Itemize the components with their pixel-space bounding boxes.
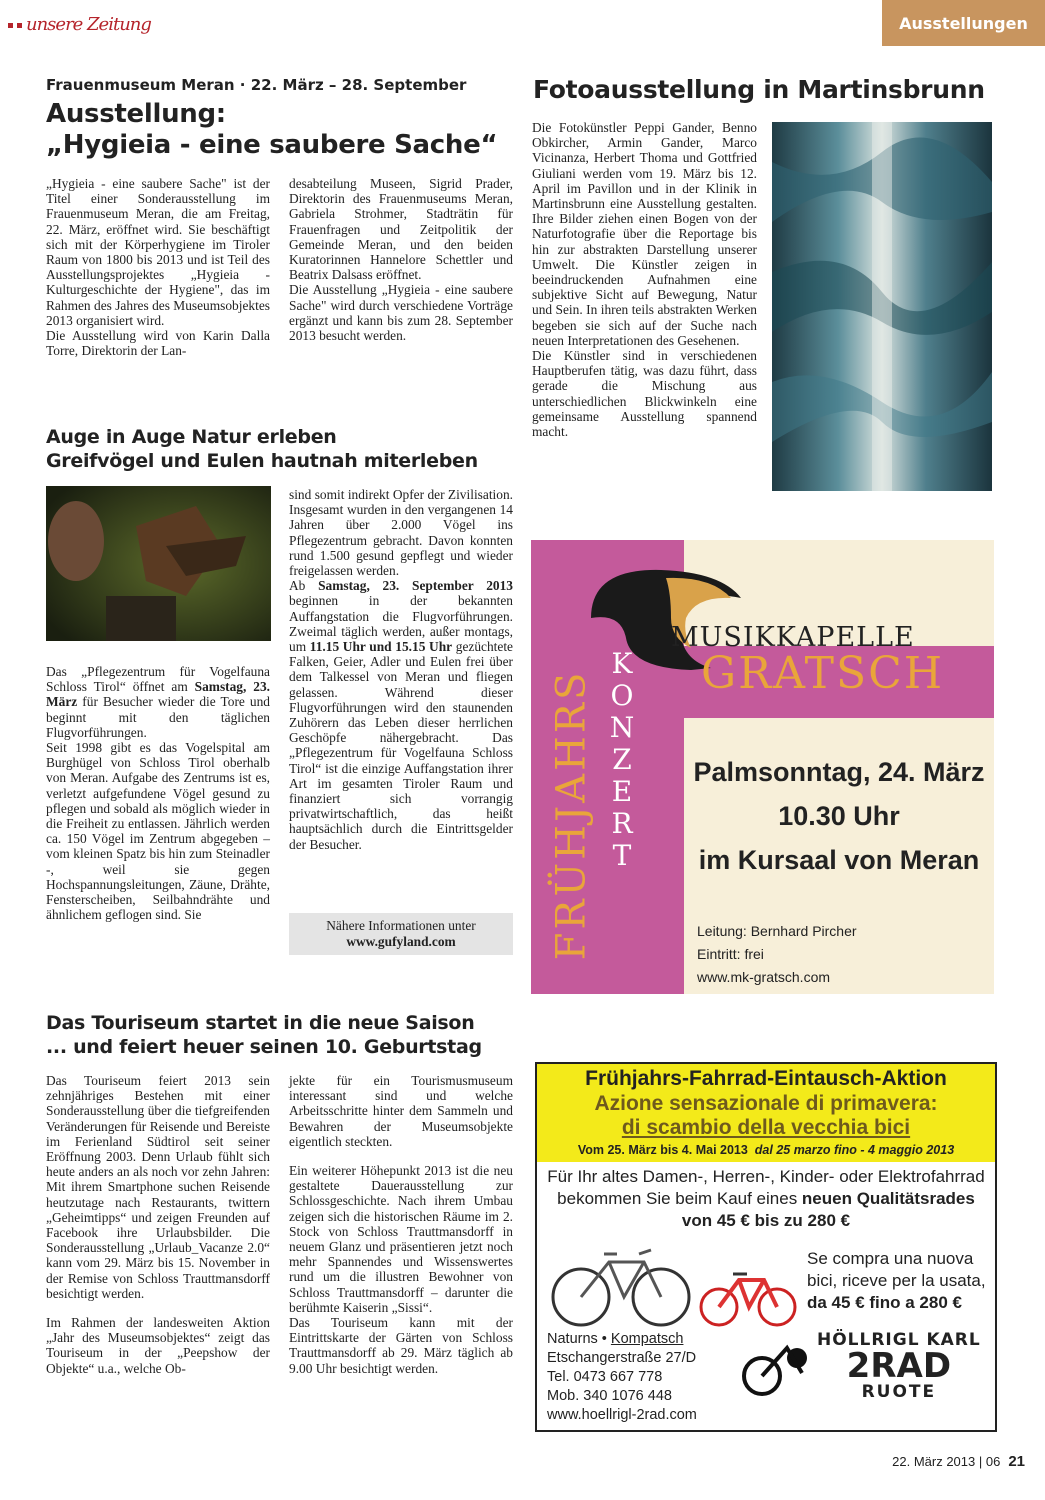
konzert-letter: R (611, 807, 633, 840)
konzert-letters (605, 648, 639, 872)
paragraph: Die Künstler sind in verschiedenen Hauptberufen tätig, was dazu führt, dass gerade die Mischung aus unterschiedlichen Blickwinkeln eine gemeinsame Ausstellung spannend macht. (532, 348, 757, 440)
article1-title (46, 99, 516, 161)
paragraph: Ein weiterer Höhepunkt 2013 ist die neu gestaltete Dauerausstellung zur Schlossgeschichte. Nach ihrem Umbau zeigen sich die historischen Räume im 2. Stock von Schloss Trauttmansdorff in neuem Glanz und präsentieren jetzt noch mehr Spannendes und Wissenswertes rund um die illustren Bewohner von Schloss Trauttmansdorff – darunter die berühmte Kaiserin „Sissi“. (289, 1163, 513, 1315)
article4-col1 (46, 1073, 270, 1376)
cyclist-icon (742, 1328, 814, 1398)
concert-details (697, 920, 857, 989)
concert-date: Palmsonntag, 24. März (693, 757, 985, 787)
info-box (289, 913, 513, 955)
website-link[interactable]: www.gufyland.com (346, 934, 456, 949)
concert-time: 10.30 Uhr (778, 801, 900, 831)
ad-yellow-header (537, 1064, 995, 1162)
article3-title-line1: Auge in Auge Natur erleben (46, 426, 337, 448)
section-tab[interactable]: Ausstellungen (882, 0, 1045, 46)
bicycle-icon (549, 1242, 809, 1332)
ad-headline-italian: Azione sensazionale di primavera: (594, 1092, 938, 1115)
band-name-line2: GRATSCH (701, 648, 945, 699)
paragraph: Seit 1998 gibt es das Vogelspital am Burghügel von Schloss Tirol oberhalb von Meran. Aufgabe des Zentrums ist es, verletzt aufgefundene Vögel gesund zu pflegen und sobald als möglich wieder in die Freiheit zu entlassen. Jährlich werden ca. 150 Vögel im Zentrum abgegeben – vom kleinen Spatz bis hin zum Steinadler -, weil sie gegen Hochspannungsleitungen, Zäune, Drähte, Fensterscheiben, Seilbahndrähte und ähnlichem geflogen sind. Sie (46, 740, 270, 923)
paragraph: Die Ausstellung wird von Karin Dalla Torre, Direktorin der Lan- (46, 328, 270, 359)
article1-col2 (289, 176, 513, 343)
article3-title (46, 425, 526, 473)
bike-advertisement (535, 1062, 997, 1432)
abstract-photo (772, 122, 992, 491)
paragraph: Das Touriseum feiert 2013 sein zehnjähriges Bestehen mit einer Sonderausstellung über die tiefgreifenden Veränderungen für Reisende und Bereiste im Ferienland Südtirol seit seiner Eröffnung 2003. Denn Urlaub fühlt sich heute anders an als noch vor zehn Jahren: Mit ihrem Smartphone suchen Reisende heutzutage nach Restaurants, twittern „Geheimtipps“ und zeigen Freunden auf Facebook ihre Urlaubsbilder. Die Sonderausstellung „Urlaub_Vacanze 2.0“ kann vom 29. März bis 15. November in der Remise von Schloss Trauttmansdorff besichtigt werden. (46, 1073, 270, 1301)
info-label: Nähere Informationen unter (326, 918, 476, 933)
article3-title-line2: Greifvögel und Eulen hautnah miterleben (46, 450, 478, 472)
issue-date: 22. März 2013 | 06 (892, 1454, 1001, 1469)
ad-offer-italian (807, 1248, 993, 1314)
offer-price: da 45 € fino a 280 € (807, 1293, 962, 1312)
fruehjahrs-vertical-text: FRÜHJAHRS (548, 669, 595, 961)
article1-title-line1: Ausstellung: (46, 99, 226, 129)
newspaper-logo: unsere Zeitung (8, 14, 151, 35)
paragraph: sind somit indirekt Opfer der Zivilisation. Insgesamt wurden in den vergangenen 14 Jahren über 2.000 Vögel ins Pflegezentrum gebracht. Davon konnten rund 1.500 gesund gepflegt und wieder freigelassen werden. (289, 487, 513, 579)
article2-title: Fotoausstellung in Martinsbrunn (533, 75, 985, 104)
concert-website[interactable]: www.mk-gratsch.com (697, 969, 831, 985)
offer-line: Für Ihr altes Damen-, Herren-, Kinder- oder Elektrofahrrad (547, 1167, 985, 1186)
concert-conductor: Leitung: Bernhard Pircher (697, 923, 857, 939)
shop-phone[interactable]: Tel. 0473 667 778 (547, 1369, 663, 1385)
ad-dates: Vom 25. März bis 4. Mai 2013 dal 25 marzo fino - 4 maggio 2013 (577, 1143, 955, 1157)
shop-brand (817, 1330, 981, 1402)
shop-street: Etschangerstraße 27/D (547, 1350, 697, 1366)
concert-venue: im Kursaal von Meran (698, 845, 980, 875)
concert-advertisement (531, 540, 994, 994)
shop-address (547, 1330, 697, 1425)
article1-col1 (46, 176, 270, 358)
concert-date-block (686, 750, 992, 882)
ad-headline: Frühjahrs-Fahrrad-Eintausch-Aktion (585, 1067, 947, 1090)
brand-ruote: RUOTE (861, 1382, 937, 1402)
offer-line: Se compra una nuova (807, 1249, 974, 1268)
concert-admission: Eintritt: frei (697, 946, 764, 962)
shop-website[interactable]: www.hoellrigl-2rad.com (547, 1407, 697, 1423)
article3-col2 (289, 487, 513, 852)
shop-location: Naturns • Kompatsch (547, 1331, 684, 1347)
page-footer (892, 1453, 1025, 1470)
konzert-letter: E (611, 775, 633, 808)
article4-col2 (289, 1073, 513, 1376)
falconer-photo (46, 486, 271, 641)
paragraph: Ab Samstag, 23. September 2013 beginnen in der bekannten Auffangstation die Flugvorführungen. Zweimal täglich werden, außer montags, um 11.15 Uhr und 15.15 Uhr gezüchtete Falken, Geier, Adler und Eulen frei über dem Talkessel von Meran und fliegen gelassen. Während dieser Flugvorführungen wird den staunenden Zuhörern das Leben dieser herrlichen Geschöpfe nähergebracht. Das „Pflegezentrum für Vogelfauna Schloss Tirol“ ist die einzige Auffangstation ihrer Art im gesamten Tiroler Raum und finanziert sich vorrangig privatwirtschaftlich, das heißt hauptsächlich durch die Eintrittsgelder der Besucher. (289, 578, 514, 852)
article2-text (532, 120, 757, 439)
konzert-letter: Z (612, 743, 632, 776)
brand-2rad: 2RAD (846, 1346, 952, 1386)
offer-price: von 45 € bis zu 280 € (681, 1211, 851, 1230)
konzert-letter: K (611, 647, 633, 680)
paragraph: Die Fotokünstler Peppi Gander, Benno Obkircher, Armin Gander, Marco Vicinanza, Herbert Thoma und Gottfried Giuliani werden vom 19. März bis 12. April im Pavillon und in der Klinik in Martinsbrunn eine Ausstellung gestalten. Ihre Bilder ziehen einen Bogen von der Naturfotografie über die Reportage bis hin zur abstrakten Darstellung unserer Umwelt. Die Künstler zeigen in beeindruckenden Aufnahmen eine subjektive Sicht auf Bewegung, Natur und Sein. In ihren teils abstrakten Werken begeben sie sich auf der Suche nach neuen Interpretationen des Gesehenen. (532, 120, 757, 348)
ad-headline-italian-2: di scambio della vecchia bici (621, 1116, 911, 1139)
paragraph: Das Touriseum kann mit der Eintrittskarte der Gärten von Schloss Trauttmansdorff ab 29. März täglich ab 9.00 Uhr besichtigt werden. (289, 1315, 513, 1376)
band-name-line1: MUSIKKAPELLE (671, 622, 915, 653)
offer-line: bici, riceve per la usata, (807, 1271, 986, 1290)
paragraph: „Hygieia - eine saubere Sache" ist der Titel einer Sonderausstellung im Frauenmuseum Meran, die am Freitag, 22. März, eröffnet wird. Sie beschäftigt sich mit der Körperhygiene im Tiroler Raum von 1800 bis 2013 und ist Teil des Ausstellungsprojektes „Hygieia - Kulturgeschichte der Hygiene", das im Rahmen des Jahres des Museumsobjektes 2013 organisiert wird. (46, 176, 270, 328)
brand-name: HÖLLRIGL KARL (817, 1330, 981, 1350)
article1-subtitle: Frauenmuseum Meran · 22. März – 28. September (46, 76, 467, 94)
page-number: 21 (1008, 1453, 1025, 1470)
shop-mobile[interactable]: Mob. 340 1076 448 (547, 1388, 672, 1404)
paragraph: Die Ausstellung „Hygieia - eine saubere Sache" wird durch verschiedene Vorträge ergänzt und kann bis zum 28. September 2013 besucht werden. (289, 282, 513, 344)
paragraph: jekte für ein Tourismusmuseum interessant sind und welche Arbeitsschritte hinter dem Sammeln und Bewahren der Museumsobjekte eigentlich steckten. (289, 1073, 513, 1149)
konzert-letter: O (610, 679, 634, 712)
offer-line: bekommen Sie beim Kauf eines neuen Qualitätsrades (557, 1189, 975, 1208)
konzert-letter: T (612, 839, 632, 872)
paragraph: Das „Pflegezentrum für Vogelfauna Schloss Tirol“ öffnet am Samstag, 23. März für Besucher wieder die Tore und beginnt mit den täglichen Flugvorführungen. (46, 664, 270, 740)
article4-title-line1: Das Touriseum startet in die neue Saison (46, 1012, 475, 1034)
ad-offer-german (537, 1166, 995, 1232)
article1-title-line2: „Hygieia - eine saubere Sache“ (46, 130, 498, 160)
article4-title-line2: ... und feiert heuer seinen 10. Geburtstag (46, 1036, 482, 1058)
paragraph: desabteilung Museen, Sigrid Prader, Direktorin des Frauenmuseums Meran, Gabriela Strohmer, Stadträtin für Frauenfragen und Zeitpolitik der Gemeinde Meran, und den beiden Kuratorinnen Hannelore Schettler und Beatrix Dalsass eröffnet. (289, 176, 513, 283)
konzert-letter: N (609, 711, 635, 744)
paragraph: Im Rahmen der landesweiten Aktion „Jahr des Museumsobjektes“ zeigt das Touriseum in der „Peepshow der Objekte“ u.a., welche Ob- (46, 1315, 270, 1376)
article4-title (46, 1011, 526, 1059)
article3-col1 (46, 664, 270, 922)
